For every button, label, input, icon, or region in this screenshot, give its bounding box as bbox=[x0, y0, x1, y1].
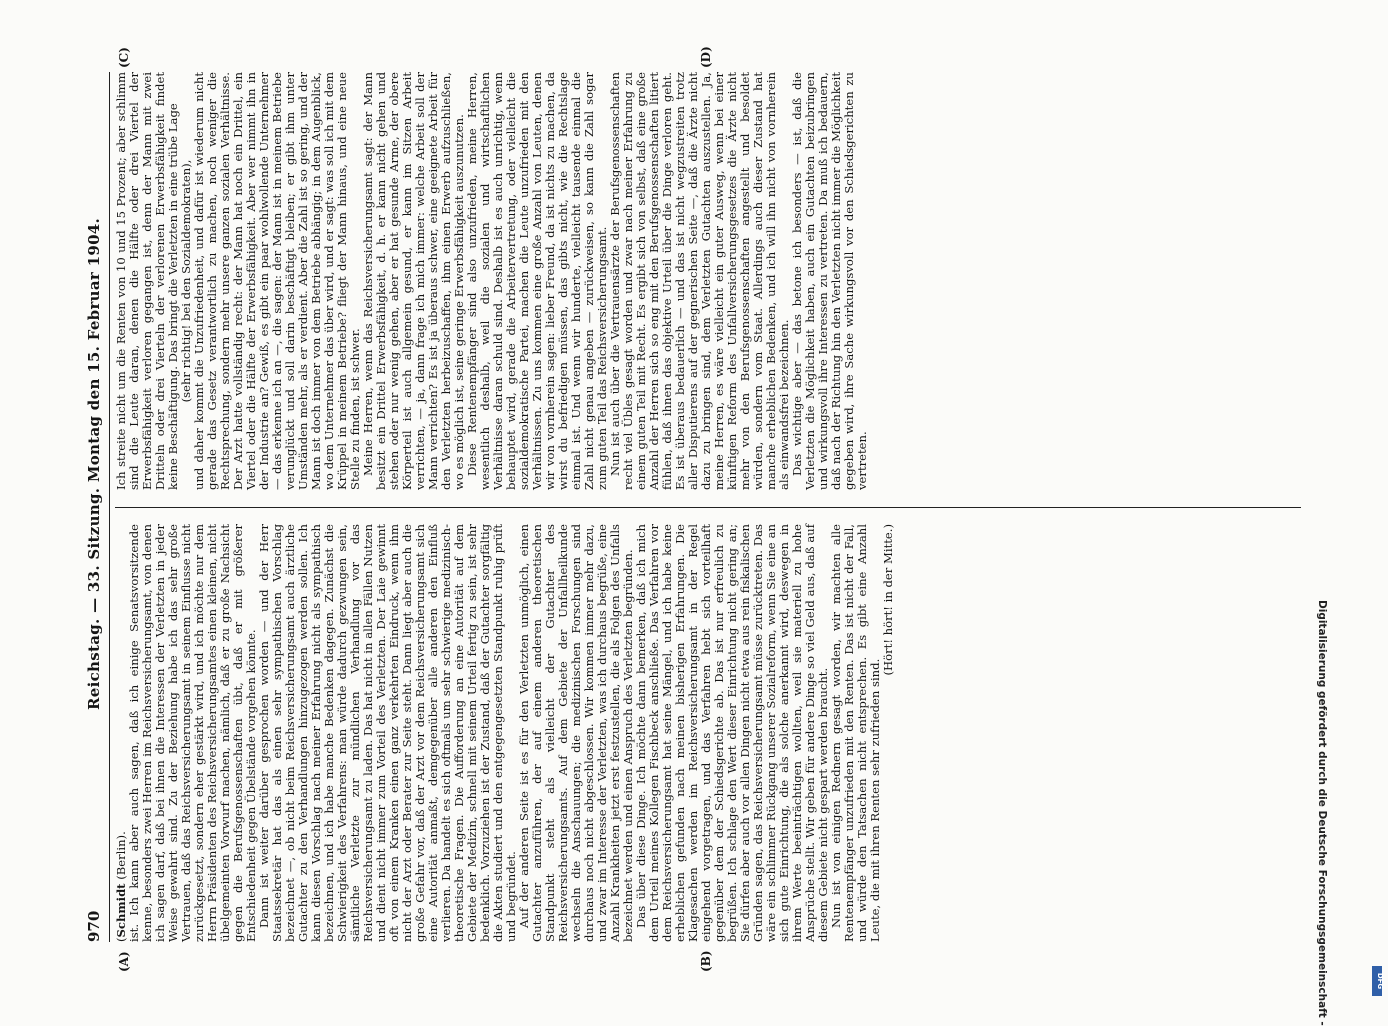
margin-mark-a: (A) bbox=[117, 951, 131, 972]
speaker-line: (Schmidt (Berlin). bbox=[114, 831, 128, 942]
right-paragraph: Nun ist auch über die Vertrauensärzte der Berufsgenossenschaften recht viel Übles gesagt worden und zwar nach meiner Erfahrung zu einem guten Teil mit Recht. Es ergibt sich von selbst, daß eine große Anzahl der Herren sich so eng mit den Berufsgenossenschaften litiert fühlen, daß ihnen das objektive Urteil über die Dinge verloren geht. Es ist überaus bedauerlich — und das ist nicht wegzustreiten trotz aller Disputierens auf der gegnerischen Seite —, daß die Ärzte nicht dazu zu bringen sind, dem Verletzten Gutachten auszustellen. Ja, meine Herren, es wäre vielleicht ein guter Ausweg, wenn bei einer künftigen Reform des Unfallversicherungsgesetzes die Ärzte nicht mehr von den Berufsgenossenschaften angestellt und besoldet würden, sondern vom Staat. Allerdings auch dieser Zustand hat manche erheblichen Bedenken, und ich will ihn nicht von vornherein als einwandsfrei bezeichnen. bbox=[608, 72, 791, 490]
speaker-place: (Berlin). bbox=[114, 831, 128, 880]
page-header bbox=[83, 72, 107, 942]
dfg-logo bbox=[1372, 966, 1385, 996]
right-paragraph: Das wichtige aber — das betone ich besonders — ist, daß die Verletzten die Möglichkeit haben, auch ein Gutachten beizubringen und wirkungsvoll ihre Interessen zu vertreten. Da muß ich bedauern, daß nach der Richtung hin den Verletzten nicht immer die Möglichkeit gegeben wird, ihre Sache wirkungsvoll vor den Schiedsgerichten zu vertreten. bbox=[790, 72, 869, 490]
speaker-name: Schmidt bbox=[114, 883, 128, 938]
right-paragraph: Ich streite nicht um die Renten von 10 und 15 Prozent; aber schlimm sind die Leute daran, denen die Hälfte oder drei Viertel der Erwerbsfähigkeit verloren gegangen ist, denn der Mann mit zwei Dritteln oder drei Vierteln der verlorenen Erwerbsfähigkeit findet keine Beschäftigung. Das bringt die Verletzten in eine trübe Lage bbox=[114, 72, 180, 490]
right-paragraph: Diese Rentenempfänger sind also unzufrieden, meine Herren, wesentlich deshalb, weil die sozialen und wirtschaftlichen Verhältnisse daran schuld sind. Deshalb ist es auch unrichtig, wenn behauptet wird, gerade die Arbeitervertretung, oder vielleicht die sozialdemokratische Partei, machen die Leute unzufrieden mit den Verhältnissen. Zu uns kommen eine große Anzahl von Leuten, denen wir von vornherein sagen: lieber Freund, da ist nichts zu machen, da wirst du befriedigen müssen, das gibts nicht, wie die Rechtslage einmal ist. Und wenn wir hunderte, vielleicht tausende einmal die Zahl nicht genau angeben — zurückweisen, so kann die Zahl sogar zum guten Teil das Reichsversicherungsamt. bbox=[465, 72, 609, 490]
footer-strip bbox=[1316, 0, 1360, 1026]
right-paragraph: Meine Herren, wenn das Reichsversicherungsamt sagt: der Mann besitzt ein Drittel Erwerbsfähigkeit, d. h. er kann nicht gehen und stehen oder nur wenig gehen, aber er hat gesunde Arme, der obere Körperteil ist auch allgemein gesund, er kann im Sitzen Arbeit verrichten, — ja, dann frage ich mich immer: welche Arbeit soll der Mann verrichten? Es ist ja überaus schwer, eine geeignete Arbeit für den Verletzten herbeizuschaffen, ihm einen Erwerb aufzuschließen, wo es möglich ist, seine geringe Erwerbsfähigkeit auszunutzen. bbox=[361, 72, 466, 490]
column-divider bbox=[115, 507, 1301, 508]
left-paragraph: Nun ist von einigen Rednern gesagt worden, wir machten alle Rentenempfänger unzufrieden mit den Renten. Das ist nicht der Fall, und würde den Tatsachen nicht entsprechen. Es gibt eine Anzahl Leute, die mit ihren Renten sehr zufrieden sind. bbox=[829, 524, 882, 942]
parliamentary-remark: (sehr richtig! bei den Sozialdemokraten), bbox=[179, 159, 193, 403]
digitization-note: Digitalisierung gefördert durch die Deutsche Forschungsgemeinschaft - bbox=[1316, 600, 1328, 1026]
margin-mark-b: (B) bbox=[699, 950, 713, 972]
header-rule bbox=[109, 72, 110, 942]
parliamentary-remark: (Hört! hört! in der Mitte.) bbox=[881, 524, 895, 676]
margin-mark-d: (D) bbox=[699, 46, 713, 68]
running-title: Reichstag. — 33. Sitzung. Montag den 15. Februar 1904. bbox=[85, 217, 103, 710]
right-paragraph: und daher kommt die Unzufriedenheit, und dafür ist wiederum nicht gerade das Gesetz verantwortlich zu machen, noch weniger die Rechtsprechung, sondern mehr unsere ganzen sozialen Verhältnisse. Der Arzt hatte vollständig recht: der Mann hat noch ein Drittel, ein Viertel oder die Hälfte der Erwerbsfähigkeit. Aber wer nimmt ihn in der Industrie an? Gewiß, es gibt ein paar wohlwollende Unternehmer — das erkenne ich an —, die sagen: der Mann ist in meinem Betriebe verunglückt und soll darin beschäftigt bleiben; er gibt ihm unter Umständen mehr, als er verdient. Aber die Zahl ist so gering, und der Mann ist doch immer von dem Betriebe abhängig; in dem Augenblick, wo dem Unternehmer das über wird, und er sagt: was soll ich mit dem Krüppel in meinem Betriebe? fliegt der Mann hinaus, und eine neue Stelle zu finden, ist schwer. bbox=[192, 72, 362, 490]
margin-mark-c: (C) bbox=[117, 47, 131, 68]
left-paragraph: Das über diese Dinge. Ich möchte dann bemerken, daß ich mich dem Urteil meines Kollegen Fischbeck anschließe. Das Verfahren vor dem Reichsversicherungsamt hat seine Mängel, und ich habe keine erheblichen gefunden nach meinen bisherigen Erfahrungen. Die Klagesachen werden im Reichsversicherungsamt in der Regel eingehend vorgetragen, und das Verfahren hebt sich vorteilhaft gegenüber dem der Schiedsgerichte ab. Das ist nur erfreulich zu begrüßen. Ich schlage den Wert dieser Einrichtung nicht gering an; Sie dürfen aber auch vor allen Dingen nicht etwa aus rein fiskalischen Gründen sagen, das Reichsversicherungsamt müsse zurücktreten. Das wäre ein schlimmer Rückgang unserer Sozialreform, wenn Sie eine an sich gute Einrichtung, die als solche anerkannt wird, deswegen in ihrem Werte beeinträchtigen wollten, weil sie materiell zu hohe Ansprüche stellt. Wir geben für andere Dinge so viel Geld aus, daß auf diesem Gebiete nicht gespart werden braucht. bbox=[634, 524, 830, 942]
right-column bbox=[115, 72, 869, 490]
dfg-logo-text: DFG bbox=[1376, 972, 1385, 990]
left-paragraph: ist. Ich kann aber auch sagen, daß ich einige Senatsvorsitzende kenne, besonders zwei Herren im Reichsversicherungsamt, von denen ich sagen darf, daß bei ihnen die Interessen der Verletzten in jeder Weise gewahrt sind. Zu der Beziehung habe ich das sehr große Vertrauen, daß das Reichsversicherungsamt in seinem Einflusse nicht zurückgesetzt, sondern eher gestärkt wird, und ich möchte nur dem Herrn Präsidenten des Reichsversicherungsamtes einen kleinen, nicht übelgemeinten Vorwurf machen, nämlich, daß er zu große Nachsicht gegen die Berufsgenossenschaften übt, daß er mit größerer Entschiedenheit gegen Übelstände vorgehen könnte. bbox=[127, 524, 258, 942]
left-paragraph: Auf der anderen Seite ist es für den Verletzten unmöglich, einen Gutachter anzuführen, der auf einem anderen theoretischen Standpunkt steht als vielleicht der Gutachter des Reichsversicherungsamts. Auf dem Gebiete der Unfallheilkunde wechseln die Anschauungen; die medizinischen Forschungen sind durchaus noch nicht abgeschlossen. Wir kommen immer mehr dazu, und zwar im Interesse der Verletzten, was ich durchaus begrüße, eine Anzahl Krankheiten jetzt erst festzustellen, die als Folgen des Unfalls bezeichnet werden und einen Anspruch des Verletzten begründen. bbox=[517, 524, 635, 942]
left-paragraph: Dann ist weiter darüber gesprochen worden — und der Herr Staatssekretär hat das als einen sehr sympathischen Vorschlag bezeichnet —, ob nicht beim Reichsversicherungsamt auch ärztliche Gutachter zu den Verhandlungen hinzugezogen werden sollen. Ich kann diesen Vorschlag nach meiner Erfahrung nicht als sympathisch bezeichnen, und ich habe manche Bedenken dagegen. Zunächst die Schwierigkeit des Verfahrens: man würde dadurch gezwungen sein, sämtliche Verletzte zur mündlichen Verhandlung vor das Reichsversicherungsamt zu laden. Das hat nicht in allen Fällen Nutzen und dient nicht immer zum Vorteil des Verletzten. Der Laie gewinnt oft von einem Kranken einen ganz verkehrten Eindruck, wenn ihm nicht der Arzt oder Berater zur Seite steht. Dann liegt aber auch die große Gefahr vor, daß der Arzt vor dem Reichsversicherungsamt sich eine Autorität anmaßt, demgegenüber alle anderen den Einfluß verlieren. Da handelt es sich oftmals um sehr schwierige medizinisch-theoretische Fragen. Die Aufforderung an eine Autorität auf dem Gebiete der Medizin, schnell mit seinem Urteil fertig zu sein, ist sehr bedenklich. Vorzuziehen ist der Zustand, daß der Gutachter sorgfältig die Akten studiert und den entgegengesetzten Standpunkt ruhig prüft und begründet. bbox=[257, 524, 518, 942]
left-column bbox=[115, 524, 895, 942]
document-page bbox=[83, 46, 1305, 972]
page-number: 970 bbox=[85, 910, 103, 942]
